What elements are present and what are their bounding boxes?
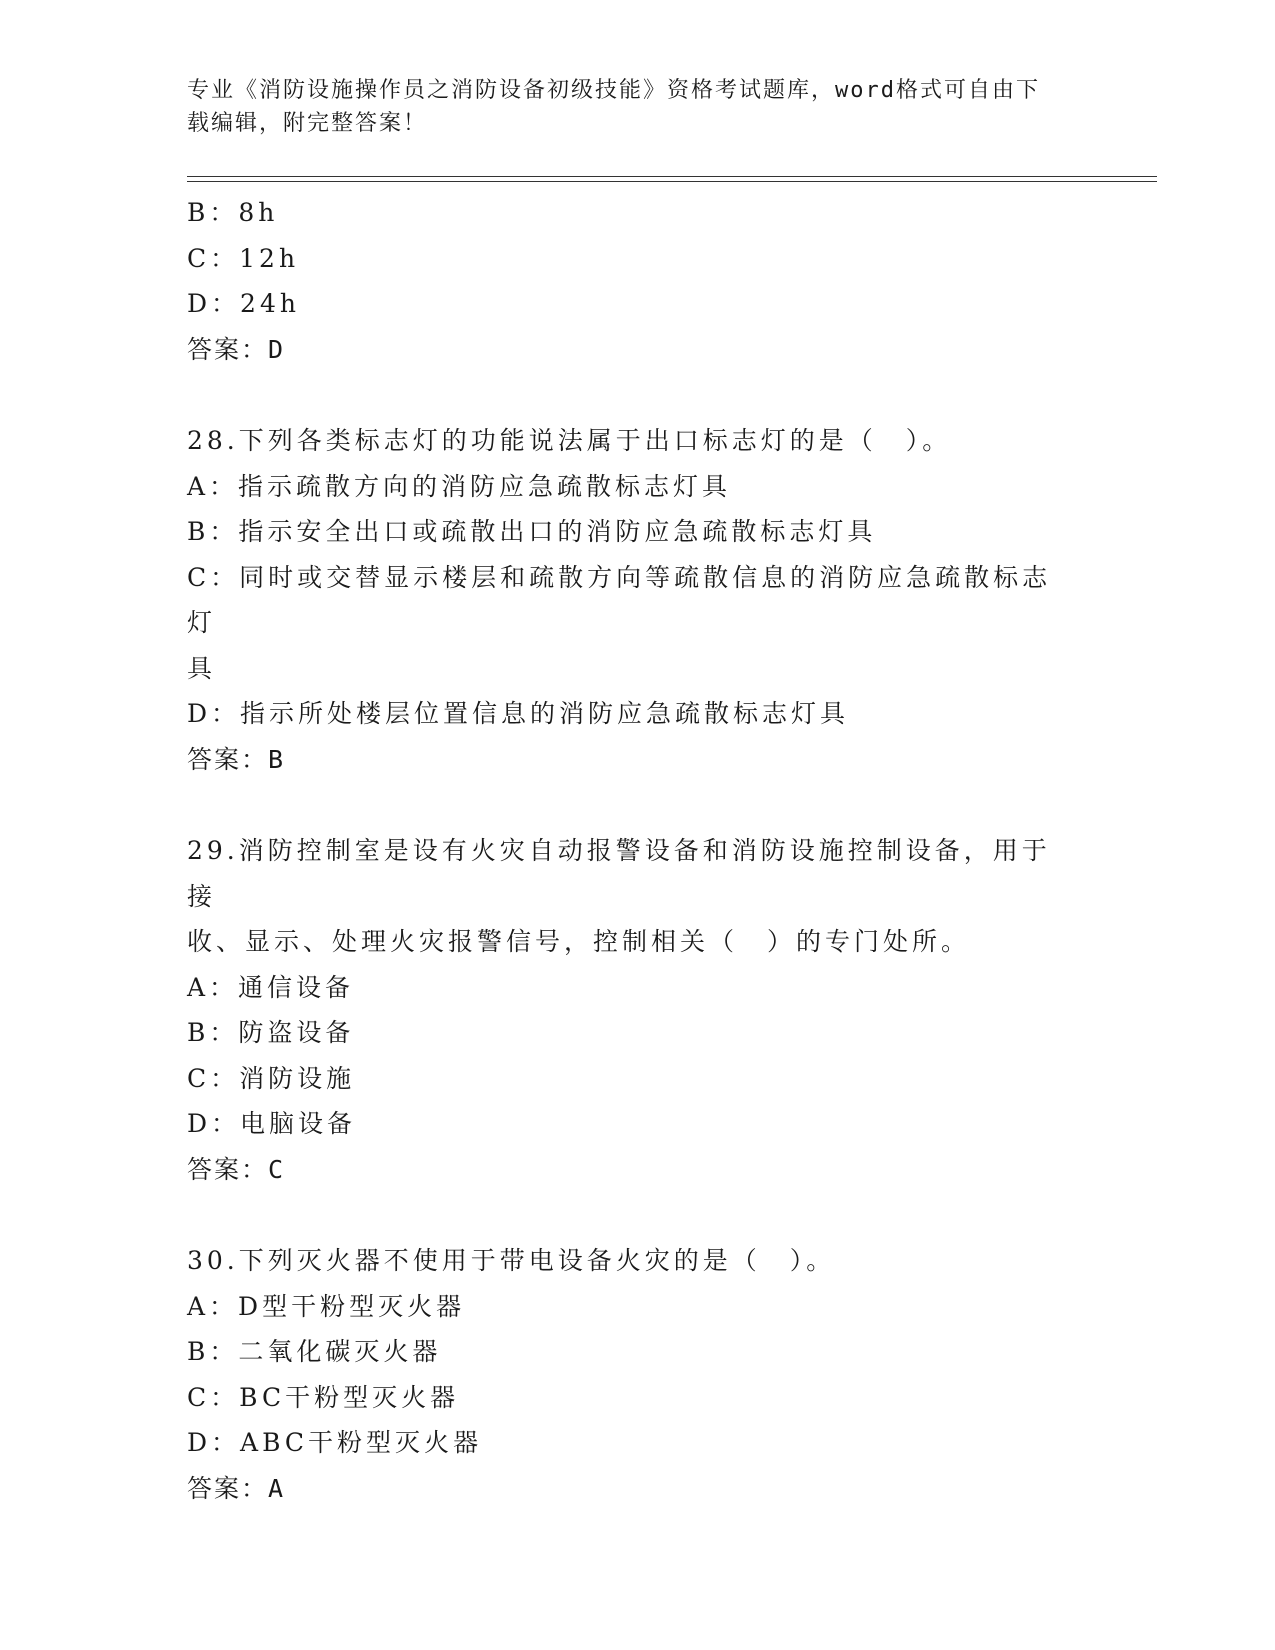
option-b: B：指示安全出口或疏散出口的消防应急疏散标志灯具 [187, 517, 877, 546]
document-header [187, 74, 1077, 140]
option-a: A：指示疏散方向的消防应急疏散标志灯具 [187, 471, 732, 501]
question-stem-continued: 收、显示、处理火灾报警信号，控制相关（ ）的专门处所。 [187, 927, 971, 956]
question-27-continued [187, 190, 1077, 372]
header-line-2: 载编辑，附完整答案！ [187, 111, 428, 136]
option-c: C：同时或交替显示楼层和疏散方向等疏散信息的消防应急疏散标志灯 [187, 562, 1052, 637]
answer-line: 答案：B [187, 744, 286, 774]
question-stem: 29.消防控制室是设有火灾自动报警设备和消防设施控制设备，用于接 [187, 836, 1051, 911]
option-d: D：24h [187, 289, 300, 318]
answer-line: 答案：D [187, 334, 286, 364]
option-c: C：12h [187, 243, 300, 273]
answer-line: 答案：A [187, 1473, 286, 1503]
option-d: D：电脑设备 [187, 1109, 357, 1138]
option-b: B：防盗设备 [187, 1018, 355, 1047]
question-28 [187, 418, 1077, 782]
document-body [187, 190, 1077, 1511]
option-a: A：D型干粉型灭火器 [187, 1291, 466, 1321]
option-b: B：二氧化碳灭火器 [187, 1337, 442, 1366]
question-stem: 30.下列灭火器不使用于带电设备火灾的是（ ）。 [187, 1246, 836, 1275]
answer-line: 答案：C [187, 1154, 286, 1184]
header-rule-top [187, 176, 1157, 177]
option-c: C：消防设施 [187, 1063, 356, 1093]
option-c: C：BC干粉型灭火器 [187, 1382, 460, 1412]
option-d: D：指示所处楼层位置信息的消防应急疏散标志灯具 [187, 699, 850, 728]
option-b: B：8h [187, 198, 279, 227]
question-stem: 28.下列各类标志灯的功能说法属于出口标志灯的是（ ）。 [187, 426, 952, 455]
question-29 [187, 828, 1077, 1192]
header-line-1: 专业《消防设施操作员之消防设备初级技能》资格考试题库，word格式可自由下 [187, 78, 1040, 103]
question-30 [187, 1238, 1077, 1511]
option-a: A：通信设备 [187, 972, 355, 1002]
option-c-continued: 具 [187, 653, 217, 683]
option-d: D：ABC干粉型灭火器 [187, 1428, 483, 1457]
header-rule-bottom [187, 181, 1157, 182]
